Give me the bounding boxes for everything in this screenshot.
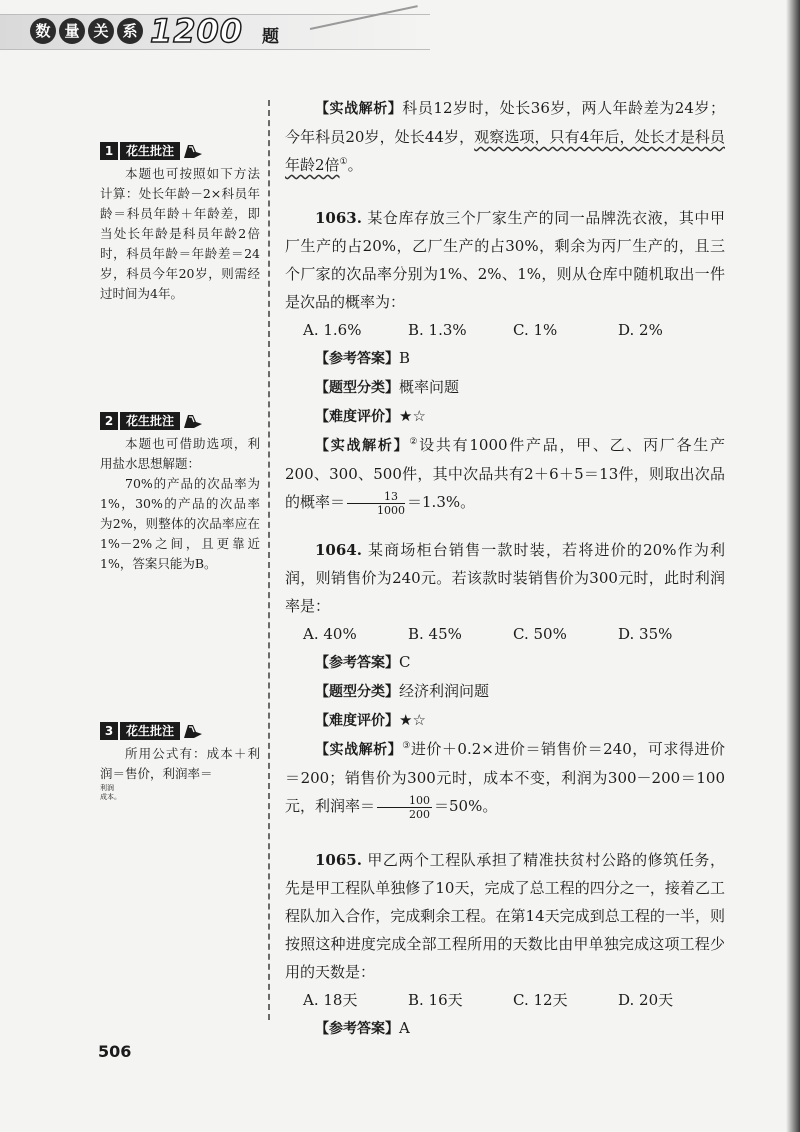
type-label: 【题型分类】 bbox=[315, 380, 399, 396]
type-label: 【题型分类】 bbox=[315, 684, 399, 700]
pen-icon bbox=[182, 412, 204, 430]
fraction-denominator: 1000 bbox=[377, 503, 406, 517]
page-edge-shadow bbox=[786, 0, 800, 1132]
question-text: 甲乙两个工程队承担了精准扶贫村公路的修筑任务，先是甲工程队单独修了10天，完成了总工程的四分之一，接着乙工程队加入合作，完成剩余工程。在第14天完成到总工程的一半，则按照这种进度完成全部工程所用的天数比由甲单独完成这项工程少用的天数是： bbox=[285, 851, 725, 981]
title-char: 量 bbox=[59, 18, 85, 44]
note-title: 花生批注 bbox=[120, 142, 180, 160]
answer-value: C bbox=[399, 653, 411, 671]
option-d: D. 20天 bbox=[618, 991, 674, 1009]
wavy-underlined-text: 观察选项，只有4年后，处长才是科员年龄2倍 bbox=[285, 128, 725, 174]
analysis-end: 。 bbox=[347, 156, 363, 174]
note-title: 花生批注 bbox=[120, 412, 180, 430]
sidebar-note-3 bbox=[100, 722, 260, 802]
book-title bbox=[30, 18, 143, 44]
question-text: 某商场柜台销售一款时装，若将进价的20%作为利润，则销售价为240元。若该款时装销售价为300元时，此时利润率是： bbox=[285, 541, 726, 615]
analysis-text: 进价＋0.2×进价＝销售价＝240，可求得进价＝200；销售价为300元时，成本不变，利润为300－200＝100元，利润率＝ bbox=[285, 740, 725, 815]
type-value: 经济利润问题 bbox=[399, 682, 490, 700]
annotation-ref: ① bbox=[339, 157, 348, 167]
pen-icon bbox=[182, 722, 204, 740]
option-b: B. 16天 bbox=[408, 991, 463, 1009]
fraction bbox=[377, 794, 432, 821]
fraction-numerator: 13 bbox=[347, 490, 405, 504]
note-text: 所用公式有：成本＋利润＝售价，利润率＝ bbox=[100, 746, 260, 781]
analysis-text: 设共有1000件产品，甲、乙、丙厂各生产200、300、500件，其中次品共有2＋6＋5＝13件，则取出次品的概率＝ bbox=[285, 436, 725, 511]
note-small-text: 成本。 bbox=[100, 793, 121, 801]
analysis-label: 【实战解析】 bbox=[315, 742, 403, 758]
difficulty-stars: ★☆ bbox=[399, 407, 426, 425]
question-number: 1064. bbox=[315, 541, 362, 559]
analysis-label: 【实战解析】 bbox=[315, 438, 410, 454]
note-text: 本题也可借助选项，利用盐水思想解题： bbox=[100, 436, 260, 471]
question-number: 1063. bbox=[315, 209, 362, 227]
title-suffix: 题 bbox=[262, 27, 279, 47]
analysis-block-1062 bbox=[285, 94, 725, 179]
note-small-text: 利润 bbox=[100, 784, 114, 792]
page-header bbox=[0, 0, 800, 62]
option-d: D. 2% bbox=[618, 321, 663, 339]
annotation-ref: ③ bbox=[402, 741, 411, 751]
difficulty-stars: ★☆ bbox=[399, 711, 426, 729]
option-b: B. 1.3% bbox=[408, 321, 467, 339]
option-a: A. 18天 bbox=[303, 991, 358, 1009]
title-number: 1200 bbox=[150, 12, 244, 50]
annotation-ref: ② bbox=[409, 437, 420, 447]
analysis-end: ＝1.3%。 bbox=[407, 493, 476, 511]
note-text: 70%的产品的次品率为1%，30%的产品的次品率为2%，则整体的次品率应在1%－2%之间，且更靠近1%，答案只能为B。 bbox=[100, 476, 260, 571]
title-char: 数 bbox=[30, 18, 56, 44]
sidebar-note-1 bbox=[100, 142, 260, 304]
note-text: 本题也可按照如下方法计算：处长年龄－2×科员年龄＝科员年龄＋年龄差，即当处长年龄是科员年龄2倍时，科员年龄＝年龄差＝24岁，科员今年20岁，则需经过时间为4年。 bbox=[100, 166, 260, 301]
analysis-end: ＝50%。 bbox=[434, 797, 498, 815]
sidebar-note-2 bbox=[100, 412, 260, 574]
fraction-denominator: 200 bbox=[409, 807, 431, 821]
note-number: 2 bbox=[100, 412, 118, 430]
answer-label: 【参考答案】 bbox=[315, 655, 399, 671]
option-c: C. 1% bbox=[513, 321, 558, 339]
analysis-text: 科员12岁时，处长36岁，两人年龄差为24岁；今年科员20岁，处长44岁， bbox=[285, 99, 725, 146]
option-a: A. 40% bbox=[303, 625, 357, 643]
option-a: A. 1.6% bbox=[303, 321, 362, 339]
option-b: B. 45% bbox=[408, 625, 462, 643]
difficulty-label: 【难度评价】 bbox=[315, 409, 399, 425]
page-number: 506 bbox=[98, 1042, 132, 1061]
question-1063 bbox=[285, 204, 725, 517]
option-c: C. 12天 bbox=[513, 991, 568, 1009]
title-char: 系 bbox=[117, 18, 143, 44]
question-1064 bbox=[285, 536, 725, 821]
title-char: 关 bbox=[88, 18, 114, 44]
answer-value: A bbox=[399, 1019, 410, 1037]
options-row bbox=[285, 316, 725, 344]
options-row bbox=[285, 620, 725, 648]
options-row bbox=[285, 986, 725, 1014]
pen-icon bbox=[182, 142, 204, 160]
question-text: 某仓库存放三个厂家生产的同一品牌洗衣液，其中甲厂生产的占20%，乙厂生产的占30%，剩余为丙厂生产的，且三个厂家的次品率分别为1%、2%、1%，则从仓库中随机取出一件是次品的概率为： bbox=[285, 209, 725, 311]
column-divider bbox=[268, 100, 270, 1020]
analysis-label: 【实战解析】 bbox=[315, 101, 403, 117]
fraction-numerator: 100 bbox=[377, 794, 432, 808]
option-d: D. 35% bbox=[618, 625, 673, 643]
difficulty-label: 【难度评价】 bbox=[315, 713, 399, 729]
note-number: 1 bbox=[100, 142, 118, 160]
option-c: C. 50% bbox=[513, 625, 567, 643]
answer-value: B bbox=[399, 349, 411, 367]
question-number: 1065. bbox=[315, 851, 362, 869]
answer-label: 【参考答案】 bbox=[315, 351, 399, 367]
answer-label: 【参考答案】 bbox=[315, 1021, 399, 1037]
fraction bbox=[347, 490, 405, 517]
note-number: 3 bbox=[100, 722, 118, 740]
question-1065 bbox=[285, 846, 725, 1043]
type-value: 概率问题 bbox=[399, 378, 460, 396]
note-title: 花生批注 bbox=[120, 722, 180, 740]
